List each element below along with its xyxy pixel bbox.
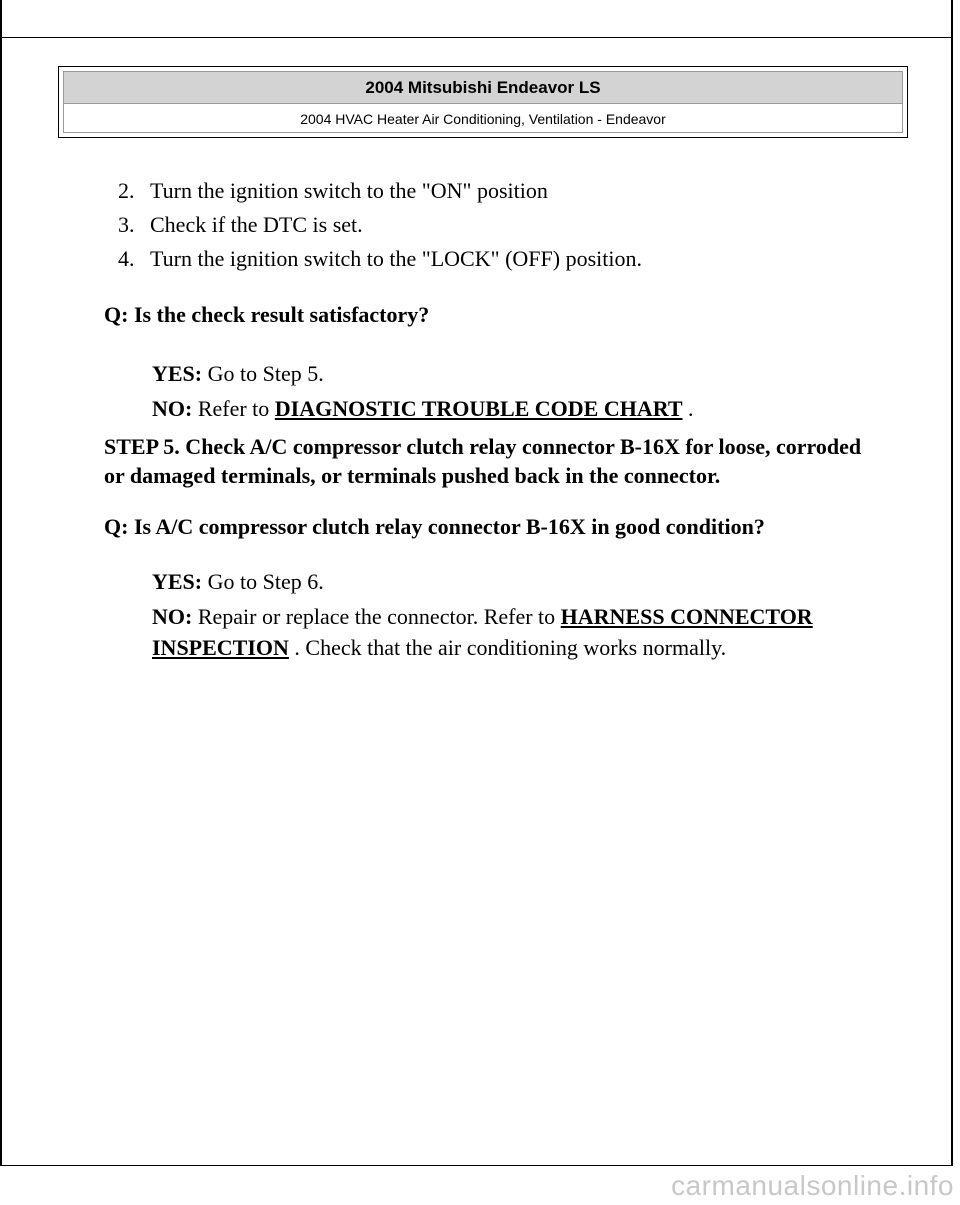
header-inner — [63, 71, 903, 133]
diagnostic-trouble-code-chart-link[interactable]: DIAGNOSTIC TROUBLE CODE CHART — [274, 396, 683, 421]
yes-label: YES: — [152, 569, 203, 594]
question-2: Q: Is A/C compressor clutch relay connector B-16X in good condition? — [104, 514, 765, 539]
no-suffix: . — [688, 396, 694, 421]
answer-yes-2 — [152, 566, 884, 597]
step-number: 2. — [118, 178, 135, 203]
watermark: carmanualsonline.info — [671, 1170, 954, 1201]
no-suffix: . Check that the air conditioning works normally. — [294, 635, 727, 660]
no-label: NO: — [152, 396, 193, 421]
answer-no-2 — [152, 601, 882, 663]
no-label: NO: — [152, 604, 193, 629]
yes-text: Go to Step 6. — [207, 569, 324, 594]
step-text: Turn the ignition switch to the "ON" position — [150, 178, 548, 203]
document-header — [58, 66, 908, 138]
step-list — [104, 174, 884, 276]
step-number: 4. — [118, 246, 135, 271]
no-prefix: Repair or replace the connector. Refer to — [197, 604, 556, 629]
top-rule — [0, 37, 953, 38]
answer-no-1 — [152, 393, 884, 424]
document-body — [104, 174, 884, 663]
bottom-rule — [0, 1165, 953, 1166]
list-item — [118, 208, 884, 242]
yes-text: Go to Step 5. — [207, 361, 324, 386]
harness-connector-inspection-link[interactable]: HARNESS CONNECTOR INSPECTION — [152, 604, 813, 660]
step-number: 3. — [118, 212, 135, 237]
no-prefix: Refer to — [197, 396, 270, 421]
yes-label: YES: — [152, 361, 203, 386]
answer-yes-1 — [152, 358, 884, 389]
header-title: 2004 Mitsubishi Endeavor LS — [64, 72, 902, 104]
header-subtitle: 2004 HVAC Heater Air Conditioning, Ventilation - Endeavor — [300, 111, 666, 127]
step-5-heading: STEP 5. Check A/C compressor clutch relay connector B-16X for loose, corroded or damaged terminals, or terminals pushed back in the connector. — [104, 434, 862, 488]
list-item — [118, 242, 884, 276]
step-text: Turn the ignition switch to the "LOCK" (OFF) position. — [150, 246, 643, 271]
question-1: Q: Is the check result satisfactory? — [104, 302, 430, 327]
list-item — [118, 174, 884, 208]
step-text: Check if the DTC is set. — [150, 212, 363, 237]
